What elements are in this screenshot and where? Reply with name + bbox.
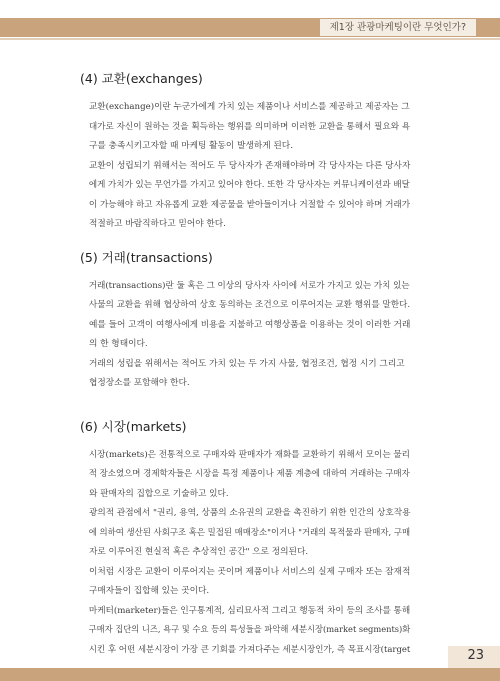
paragraph (80, 157, 420, 235)
text-line: 대가로 자신이 원하는 것을 획득하는 행위를 의미하며 이러한 교환을 통해서 필요와 욕 (88, 121, 411, 132)
text-line: 구매자들이 집합해 있는 곳이다. (89, 586, 210, 596)
text-line: 광의적 관점에서 "권리, 용역, 상품의 소유권의 교환을 촉진하기 위한 인간의 상호작용 (88, 508, 411, 518)
paragraph (80, 504, 420, 563)
text-line: 교환(exchange)이란 누군가에게 가치 있는 제품이나 서비스를 제공하고 제공자는 그 (88, 102, 410, 112)
section-heading: (6) 시장(markets) (80, 418, 187, 434)
section-heading: (4) 교환(exchanges) (80, 71, 203, 86)
text-line: 시장(markets)은 전통적으로 구매자와 판매자가 재화를 교환하기 위해서 모이는 물리 (88, 449, 410, 460)
paragraph (80, 316, 420, 355)
paragraph (80, 98, 420, 157)
paragraph (80, 446, 420, 505)
text-line: 예를 들어 고객이 여행사에게 비용을 지불하고 여행상품을 이용하는 것이 이러한 거래 (89, 319, 411, 330)
text-line: 적절하고 바람직하다고 믿어야 한다. (89, 219, 226, 229)
text-line: 사물의 교환을 위해 협상하여 상호 동의하는 조건으로 이루어지는 교환 행위를 말한다. (88, 300, 411, 310)
section-exchanges (80, 70, 420, 235)
text-line: 와 판매자의 집합으로 기술하고 있다. (89, 488, 229, 499)
text-line: 적 장소였으며 경제학자들은 시장을 특정 제품이나 제품 계층에 대하여 거래하는 구매자 (88, 469, 410, 479)
text-line: 마케터(marketer)들은 인구통계적, 심리묘사적 그리고 행동적 차이 등의 조사를 통해 (88, 605, 411, 616)
text-line: 시킨 후 어떤 세분시장이 가장 큰 기회를 가져다주는 세분시장인가, 즉 목표시장(target (88, 644, 411, 655)
page-body (80, 70, 420, 660)
section-markets (80, 418, 420, 661)
text-line: 거래의 성립을 위해서는 적어도 가치 있는 두 가지 사물, 협정조건, 협정 시기 그리고 (89, 358, 405, 369)
text-line: 이처럼 시장은 교환이 이루어지는 곳이며 제품이나 서비스의 실제 구매자 또는 잠재적 (89, 566, 411, 577)
top-decorative-line (0, 38, 500, 40)
text-line: 에게 가치가 있는 무언가를 가지고 있어야 한다. 또한 각 당사자는 커뮤니케이션과 배달 (88, 180, 410, 190)
running-header: 제1장 관광마케팅이란 무엇인가? (320, 19, 476, 36)
paragraph (80, 563, 420, 602)
paragraph (80, 602, 420, 661)
text-line: 자로 이루어진 현실적 혹은 추상적인 공간" 으로 정의된다. (89, 547, 309, 557)
section-transactions (80, 249, 420, 394)
paragraph (80, 355, 420, 394)
section-heading: (5) 거래(transactions) (80, 249, 213, 265)
page-number: 23 (467, 648, 484, 663)
text-line: 협정장소를 포함해야 한다. (89, 378, 190, 388)
text-line: 구매자 집단의 니즈, 욕구 및 수요 등의 특성들을 파악해 세분시장(market segments)화 (88, 625, 411, 635)
text-line: 에 의하여 생산된 사회구조 혹은 밀접된 매매장소"이거나 "거래의 목적물과 판매자, 구매 (88, 527, 411, 538)
text-line: 이 가능해야 하고 자유롭게 교환 제공물을 받아들이거나 거절할 수 있어야 하며 거래가 (88, 199, 411, 210)
text-line: 의 한 형태이다. (89, 339, 148, 349)
text-line: 구를 충족시키고자할 때 마케팅 활동이 발생하게 된다. (89, 141, 293, 151)
text-line: 교환이 성립되기 위해서는 적어도 두 당사자가 존재해야하며 각 당사자는 다른 당사자 (89, 160, 411, 171)
paragraph (80, 277, 420, 316)
bottom-decorative-bar (0, 668, 500, 681)
text-line: 거래(transactions)란 둘 혹은 그 이상의 당사자 사이에 서로가 가지고 있는 가치 있는 (88, 280, 410, 291)
